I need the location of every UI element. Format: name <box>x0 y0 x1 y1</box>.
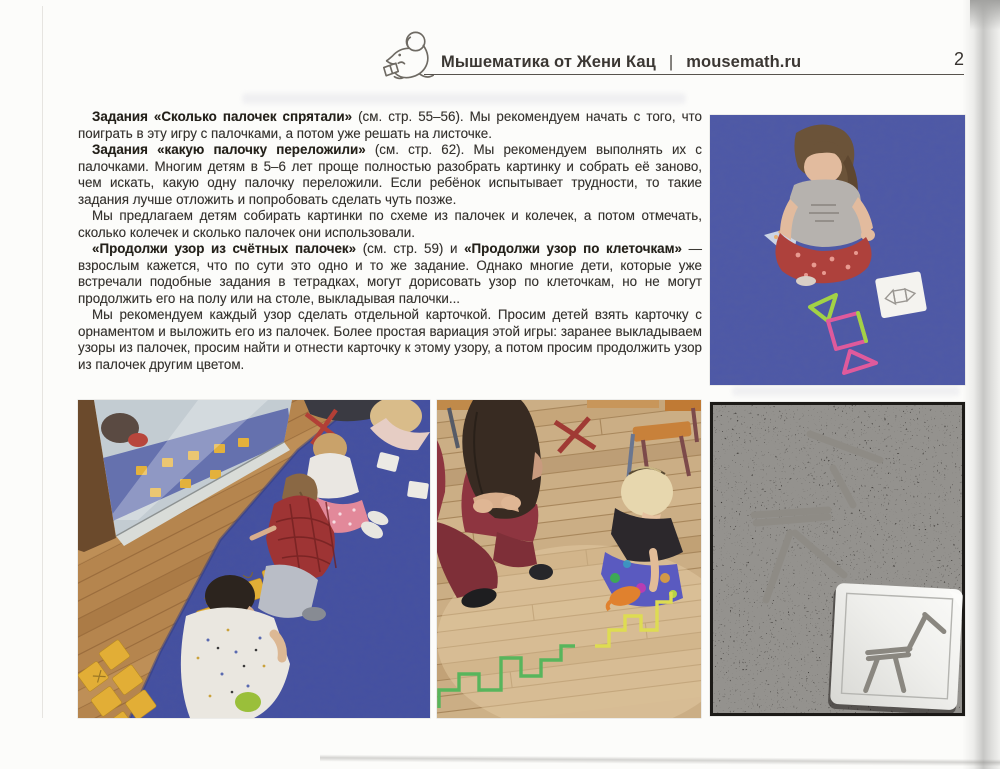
photo-children-yellow-cards <box>78 400 430 718</box>
paragraph-1 <box>78 109 702 142</box>
paragraph-5 <box>78 307 702 373</box>
photo-zigzag-sticks <box>437 400 701 718</box>
bold-lead: Задания «какую палочку переложили» <box>92 142 366 157</box>
article <box>78 109 702 373</box>
paragraph-text: (см. стр. 59) и <box>356 241 465 256</box>
photo-horse-illustration <box>710 402 965 716</box>
brand-title: Мышематика от Жени Кац <box>441 53 656 71</box>
page-edge-right-shadow <box>963 0 1000 769</box>
showthrough-smudge <box>732 386 960 396</box>
pattern-card <box>828 583 963 716</box>
photo-sticks-dark-carpet <box>710 402 965 716</box>
site-url: mousemath.ru <box>686 53 802 71</box>
photo-girl-with-stick-pattern <box>710 115 965 385</box>
page-edge-corner-shadow <box>970 0 1000 30</box>
showthrough-smudge <box>242 93 686 104</box>
photo-cards-illustration <box>78 400 430 718</box>
page-header <box>441 53 801 72</box>
pattern-card <box>875 271 927 318</box>
paragraph-3 <box>78 208 702 241</box>
paragraph-text: (см. стр. 55–56). Мы рекомендуем начать с того, что поиграть в эту игру с палочками, а потом уже решать на листочке. <box>78 109 702 141</box>
page-edge-left <box>42 6 43 718</box>
page-number: 2 <box>953 49 964 69</box>
header-rule <box>424 74 964 75</box>
photo-zigzag-illustration <box>437 400 701 718</box>
photo-girl-illustration <box>710 115 965 385</box>
paragraph-text: Мы предлагаем детям собирать картинки по схеме из палочек и колечек, а потом отмечать, сколько колечек и сколько палочек они использовали. <box>78 208 702 240</box>
paragraph-2 <box>78 142 702 208</box>
paragraph-4 <box>78 241 702 307</box>
bold-lead: «Продолжи узор из счётных палочек» <box>92 241 357 256</box>
page-bottom-shadow <box>320 748 1000 769</box>
header-divider: | <box>668 53 674 71</box>
paragraph-text: Мы рекомендуем каждый узор сделать отдельной карточкой. Просим детей взять карточку с орнаментом и выложить его из палочек. Более простая вариация этой игры: заранее выкладываем узоры из палочек, просим найти и отнести карточку к этому узору, а потом просим продолжить узор из палочек другим цветом. <box>78 307 702 372</box>
paragraph-text: (см. стр. 62). Мы рекомендуем выполнять их с палочками. Многим детям в 5–6 лет проще полностью разобрать картинку и собрать её заново, чем искать, какую одну палочку переложили. Если ребёнок испытывает трудности, то такие задания лучше отложить и попробовать сделать чуть позже. <box>78 142 702 207</box>
bold-lead: Задания «Сколько палочек спрятали» <box>92 109 353 124</box>
bold-lead: «Продолжи узор по клеточкам» <box>464 241 682 256</box>
paragraph-text: — взрослым кажется, что по сути это одно и то же задание. Однако многие дети, которые уже встречали подобные задания в тетрадках, могут дорисовать узор по клеточкам, но не могут продолжить его на полу или на столе, выкладывая палочки... <box>78 241 702 306</box>
